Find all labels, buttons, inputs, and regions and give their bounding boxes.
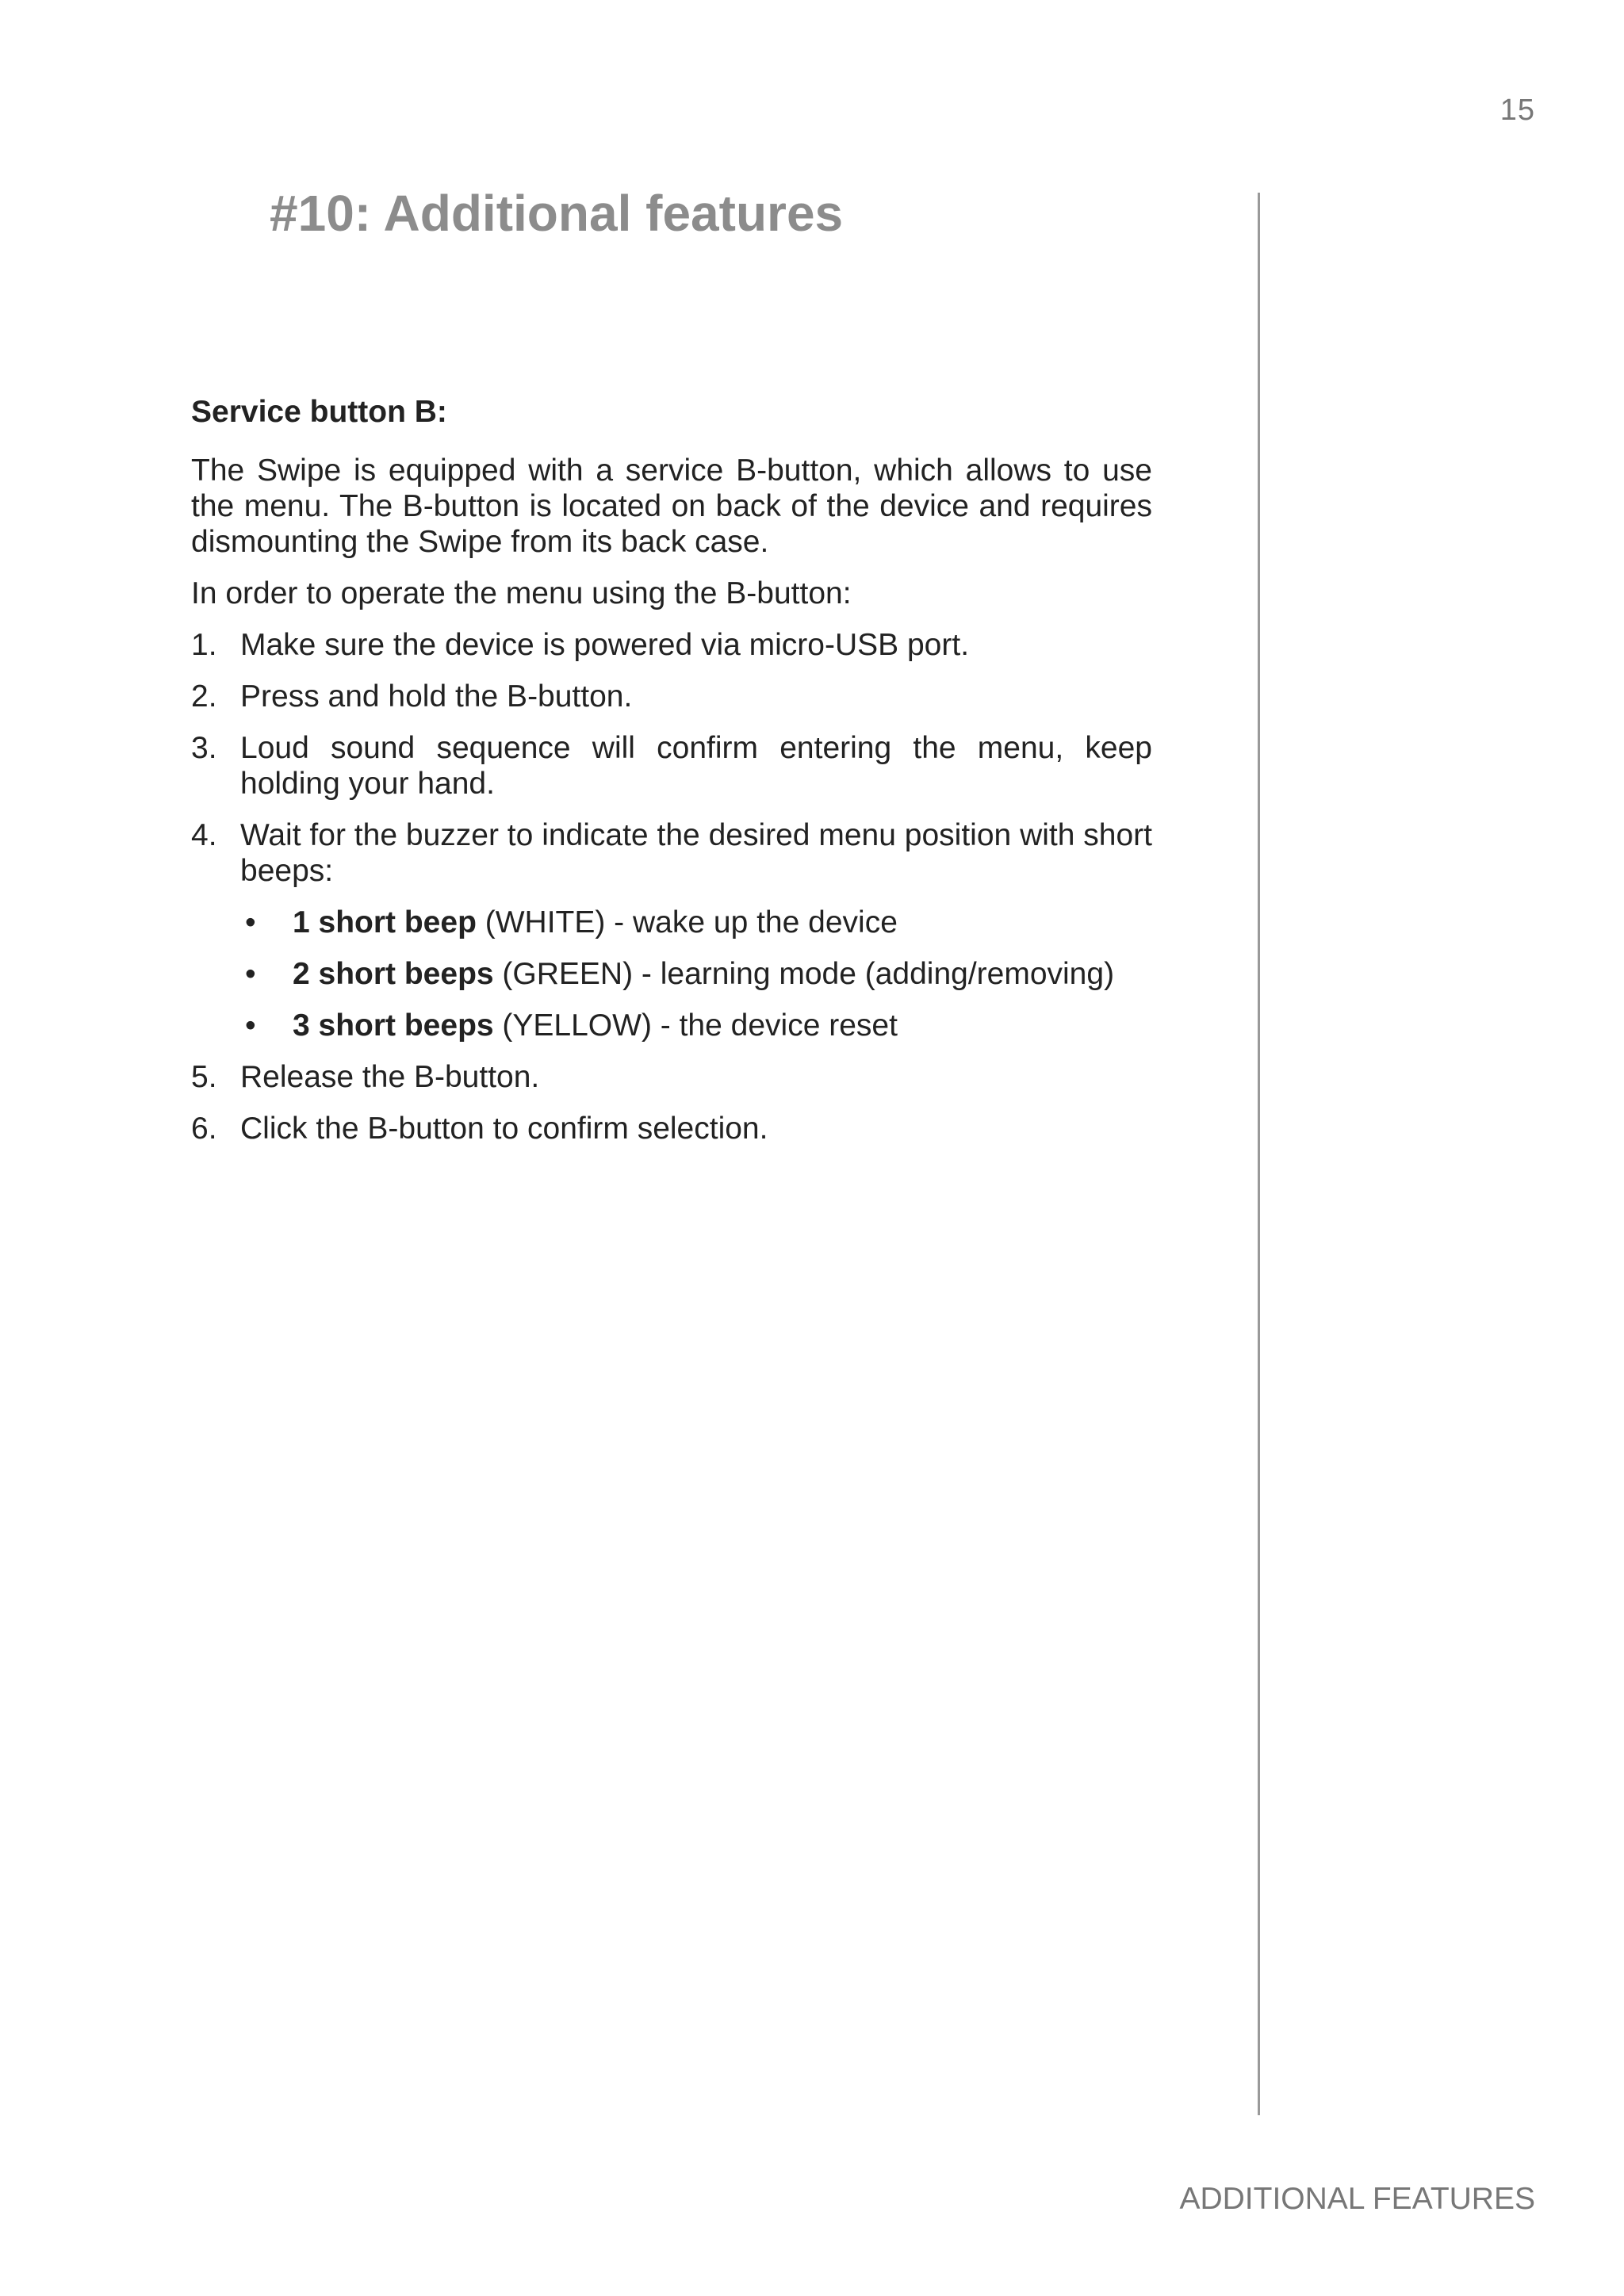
- step-text: Loud sound sequence will confirm entering the menu, keep holding your hand.: [240, 731, 1152, 801]
- beep-count: 2 short beeps: [293, 957, 494, 991]
- vertical-divider: [1258, 193, 1260, 2115]
- bullet-icon: •: [245, 957, 256, 991]
- section-heading: Service button B:: [191, 395, 447, 429]
- bullet-icon: •: [245, 1008, 256, 1043]
- step-item: [191, 730, 1152, 802]
- step-number: 6.: [191, 1112, 217, 1146]
- beep-text: [293, 1008, 898, 1043]
- beep-item: [240, 956, 1152, 992]
- step-text: Make sure the device is powered via micro-USB port.: [240, 628, 970, 662]
- step-text: Wait for the buzzer to indicate the desired menu position with short beeps:: [240, 818, 1152, 888]
- step-item: [191, 817, 1152, 1043]
- beep-list: [240, 905, 1152, 1043]
- step-item: [191, 1059, 1152, 1095]
- beep-description: (GREEN) - learning mode (adding/removing): [493, 957, 1115, 991]
- intro-paragraph: The Swipe is equipped with a service B-button, which allows to use the menu. The B-button is located on back of the device and requires dismounting the Swipe from its back case.: [191, 453, 1152, 559]
- beep-description: (WHITE) - wake up the device: [476, 905, 898, 939]
- beep-item: [240, 905, 1152, 940]
- step-number: 3.: [191, 731, 217, 765]
- step-item: [191, 679, 1152, 714]
- bullet-icon: •: [245, 905, 256, 939]
- steps-list: [191, 627, 1152, 1146]
- step-text: Release the B-button.: [240, 1060, 540, 1094]
- footer-section-label: ADDITIONAL FEATURES: [1179, 2182, 1535, 2216]
- step-item: [191, 627, 1152, 663]
- beep-text: [293, 905, 898, 940]
- step-number: 5.: [191, 1060, 217, 1094]
- step-item: [191, 1111, 1152, 1146]
- main-content: [191, 390, 1152, 1162]
- step-number: 1.: [191, 628, 217, 662]
- step-number: 2.: [191, 679, 217, 714]
- step-text: Press and hold the B-button.: [240, 679, 633, 714]
- page-title: #10: Additional features: [270, 185, 844, 242]
- step-body: [240, 817, 1152, 1043]
- step-number: 4.: [191, 818, 217, 852]
- beep-item: [240, 1008, 1152, 1043]
- step-text: Click the B-button to confirm selection.: [240, 1112, 768, 1146]
- beep-count: 3 short beeps: [293, 1008, 494, 1043]
- page-number: 15: [1500, 94, 1535, 127]
- beep-text: [293, 956, 1114, 992]
- beep-count: 1 short beep: [293, 905, 477, 939]
- beep-description: (YELLOW) - the device reset: [493, 1008, 898, 1043]
- lead-paragraph: In order to operate the menu using the B-button:: [191, 576, 852, 610]
